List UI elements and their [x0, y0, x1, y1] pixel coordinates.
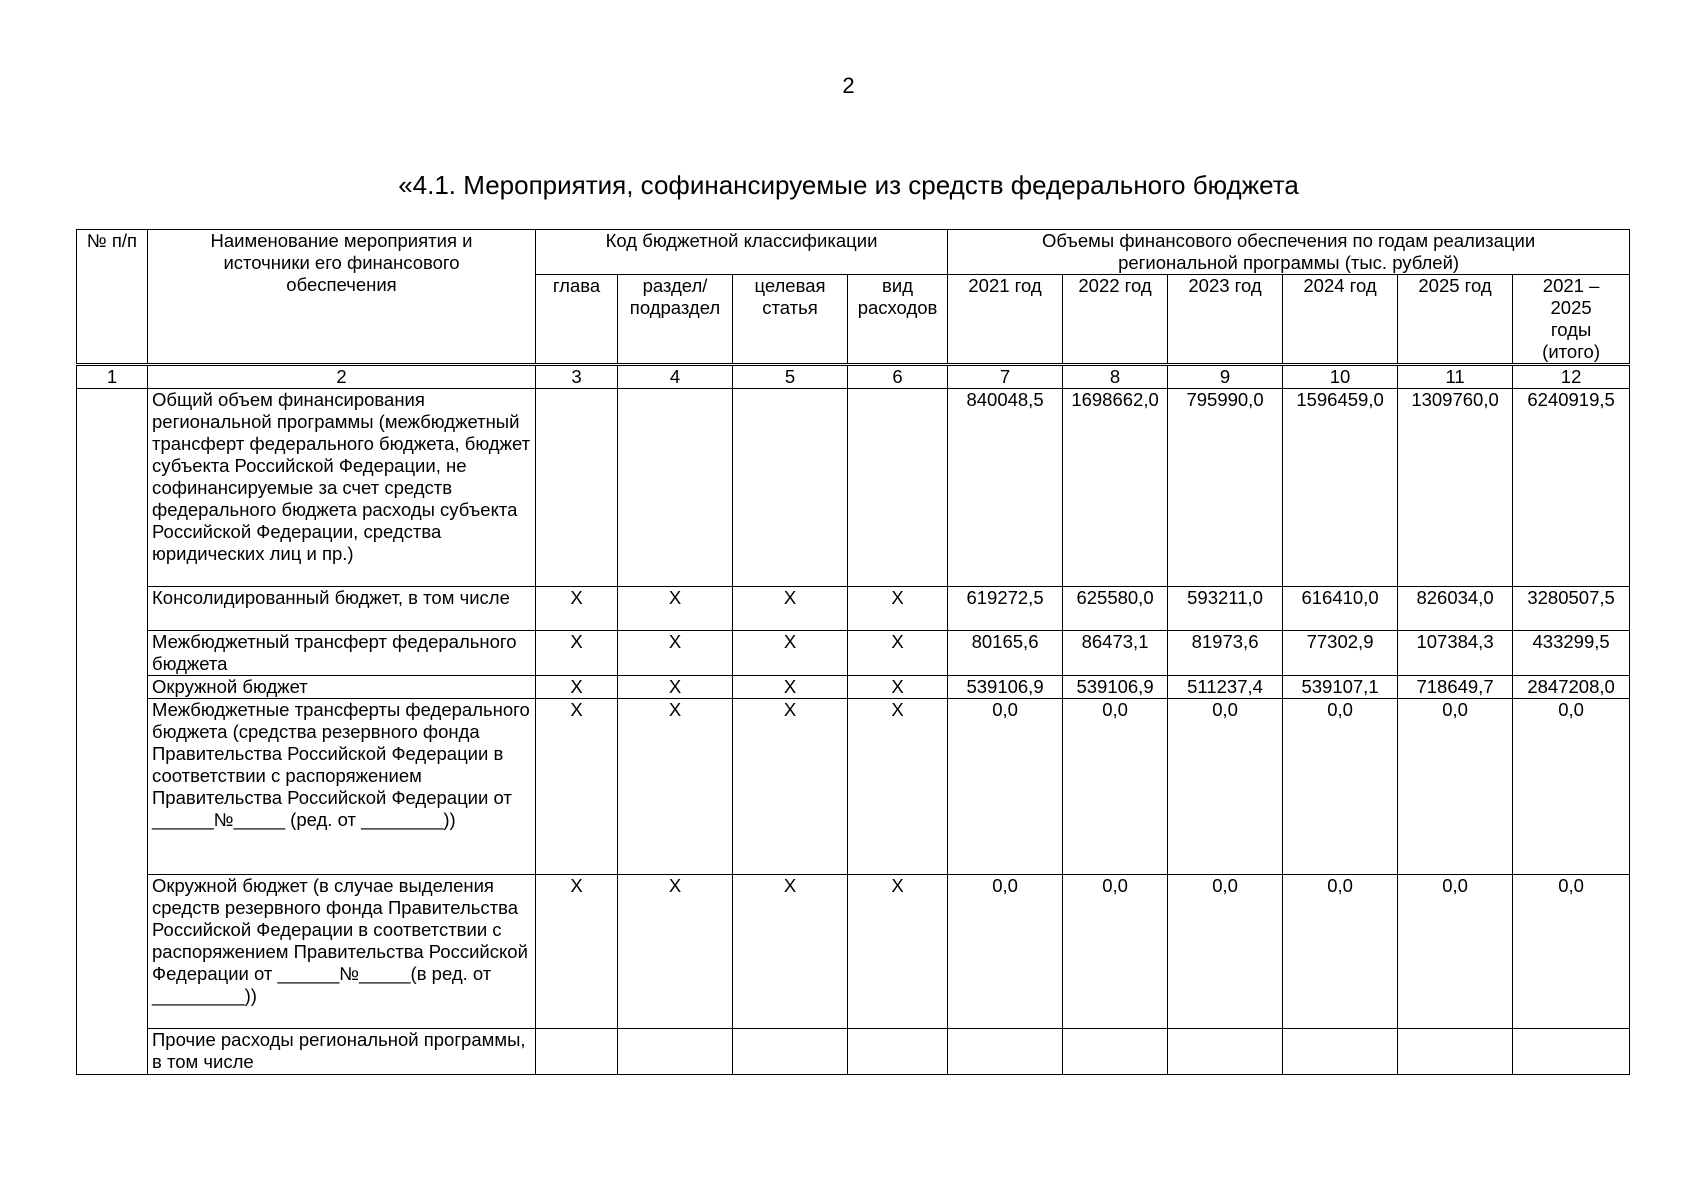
section-title: «4.1. Мероприятия, софинансируемые из средств федерального бюджета	[398, 170, 1299, 200]
cell-y2022	[1063, 1029, 1168, 1075]
cell-vid: X	[848, 875, 948, 1029]
row-name: Окружной бюджет	[148, 676, 536, 699]
cell-y2021	[948, 1029, 1063, 1075]
header-2022: 2022 год	[1063, 275, 1168, 365]
cell-y2025: 0,0	[1398, 875, 1513, 1029]
row-number-cell	[77, 389, 148, 587]
cell-y2022: 539106,9	[1063, 676, 1168, 699]
column-number: 3	[536, 365, 618, 389]
cell-glava: X	[536, 631, 618, 676]
cell-vid	[848, 1029, 948, 1075]
cell-y2022: 86473,1	[1063, 631, 1168, 676]
cell-glava: X	[536, 875, 618, 1029]
column-number: 9	[1168, 365, 1283, 389]
table-row	[77, 1029, 1630, 1075]
column-number: 5	[733, 365, 848, 389]
cell-y2023: 511237,4	[1168, 676, 1283, 699]
header-2023: 2023 год	[1168, 275, 1283, 365]
header-name: Наименование мероприятия и источники его финансового обеспечения	[148, 230, 536, 365]
cell-statya: X	[733, 699, 848, 875]
cell-y2023: 0,0	[1168, 699, 1283, 875]
cell-total	[1513, 1029, 1630, 1075]
cell-y2025: 1309760,0	[1398, 389, 1513, 587]
cell-statya: X	[733, 875, 848, 1029]
header-glava: глава	[536, 275, 618, 365]
cell-y2021: 539106,9	[948, 676, 1063, 699]
cell-glava: X	[536, 699, 618, 875]
row-name: Межбюджетные трансферты федерального бюджета (средства резервного фонда Правительства Российской Федерации в соответствии с распоряжением Правительства Российской Федерации от ______№_____ (ред. от ________))	[148, 699, 536, 875]
table-row	[77, 676, 1630, 699]
table-row	[77, 587, 1630, 631]
cell-total: 2847208,0	[1513, 676, 1630, 699]
header-kbk: Код бюджетной классификации	[536, 230, 948, 275]
page-number: 2	[842, 73, 855, 98]
column-number: 7	[948, 365, 1063, 389]
cell-y2025: 718649,7	[1398, 676, 1513, 699]
row-name: Консолидированный бюджет, в том числе	[148, 587, 536, 631]
row-name: Общий объем финансирования региональной программы (межбюджетный трансферт федерального бюджета, бюджет субъекта Российской Федерации, не софинансируемые за счет средств федерального бюджета расходы субъекта Российской Федерации, средства юридических лиц и пр.)	[148, 389, 536, 587]
cell-y2022: 1698662,0	[1063, 389, 1168, 587]
table-row	[77, 875, 1630, 1029]
column-number: 1	[77, 365, 148, 389]
header-2021: 2021 год	[948, 275, 1063, 365]
cell-y2024: 0,0	[1283, 875, 1398, 1029]
cell-razdel: X	[618, 699, 733, 875]
cell-statya	[733, 1029, 848, 1075]
cell-y2021: 619272,5	[948, 587, 1063, 631]
cell-vid: X	[848, 699, 948, 875]
cell-razdel: X	[618, 587, 733, 631]
table-row	[77, 699, 1630, 875]
cell-y2023: 593211,0	[1168, 587, 1283, 631]
row-number-cell	[77, 699, 148, 875]
cell-y2022: 0,0	[1063, 699, 1168, 875]
table-row	[77, 631, 1630, 676]
cell-y2021: 840048,5	[948, 389, 1063, 587]
header-no: № п/п	[77, 230, 148, 365]
cell-statya	[733, 389, 848, 587]
header-volumes: Объемы финансового обеспечения по годам реализации региональной программы (тыс. рублей)	[948, 230, 1630, 275]
cell-y2023	[1168, 1029, 1283, 1075]
cell-total: 0,0	[1513, 699, 1630, 875]
header-2025: 2025 год	[1398, 275, 1513, 365]
cell-razdel: X	[618, 875, 733, 1029]
cell-y2024: 616410,0	[1283, 587, 1398, 631]
cell-statya: X	[733, 587, 848, 631]
row-number-cell	[77, 631, 148, 676]
cell-razdel: X	[618, 631, 733, 676]
cell-glava: X	[536, 676, 618, 699]
column-number: 12	[1513, 365, 1630, 389]
cell-y2025: 826034,0	[1398, 587, 1513, 631]
cell-y2021: 0,0	[948, 699, 1063, 875]
cell-vid: X	[848, 631, 948, 676]
column-numbers-row	[77, 365, 1630, 389]
cell-total: 0,0	[1513, 875, 1630, 1029]
cell-glava	[536, 1029, 618, 1075]
header-total: 2021 – 2025 годы (итого)	[1513, 275, 1630, 365]
cell-total: 6240919,5	[1513, 389, 1630, 587]
row-number-cell	[77, 587, 148, 631]
cell-razdel	[618, 389, 733, 587]
cell-y2024: 0,0	[1283, 699, 1398, 875]
row-number-cell	[77, 1029, 148, 1075]
cell-y2021: 80165,6	[948, 631, 1063, 676]
cell-y2022: 0,0	[1063, 875, 1168, 1029]
column-number: 4	[618, 365, 733, 389]
header-row-1	[77, 230, 1630, 275]
cell-total: 433299,5	[1513, 631, 1630, 676]
cell-razdel: X	[618, 676, 733, 699]
cell-y2023: 81973,6	[1168, 631, 1283, 676]
column-number: 11	[1398, 365, 1513, 389]
header-razdel: раздел/ подраздел	[618, 275, 733, 365]
cell-glava: X	[536, 587, 618, 631]
cell-y2024: 539107,1	[1283, 676, 1398, 699]
cell-y2022: 625580,0	[1063, 587, 1168, 631]
cell-vid	[848, 389, 948, 587]
row-number-cell	[77, 875, 148, 1029]
financing-table	[76, 229, 1630, 1075]
cell-vid: X	[848, 676, 948, 699]
header-2024: 2024 год	[1283, 275, 1398, 365]
row-name: Прочие расходы региональной программы, в том числе	[148, 1029, 536, 1075]
cell-y2025: 107384,3	[1398, 631, 1513, 676]
table-row	[77, 389, 1630, 587]
cell-glava	[536, 389, 618, 587]
row-number-cell	[77, 676, 148, 699]
cell-y2021: 0,0	[948, 875, 1063, 1029]
cell-y2024	[1283, 1029, 1398, 1075]
cell-y2023: 795990,0	[1168, 389, 1283, 587]
column-number: 10	[1283, 365, 1398, 389]
cell-y2024: 1596459,0	[1283, 389, 1398, 587]
cell-y2025	[1398, 1029, 1513, 1075]
cell-y2023: 0,0	[1168, 875, 1283, 1029]
header-statya: целевая статья	[733, 275, 848, 365]
header-vid: вид расходов	[848, 275, 948, 365]
row-name: Окружной бюджет (в случае выделения средств резервного фонда Правительства Российской Федерации в соответствии с распоряжением Правительства Российской Федерации от ______№_____(в ред. от _________))	[148, 875, 536, 1029]
cell-y2024: 77302,9	[1283, 631, 1398, 676]
column-number: 8	[1063, 365, 1168, 389]
cell-vid: X	[848, 587, 948, 631]
cell-statya: X	[733, 631, 848, 676]
column-number: 6	[848, 365, 948, 389]
cell-y2025: 0,0	[1398, 699, 1513, 875]
cell-razdel	[618, 1029, 733, 1075]
row-name: Межбюджетный трансферт федерального бюджета	[148, 631, 536, 676]
cell-total: 3280507,5	[1513, 587, 1630, 631]
cell-statya: X	[733, 676, 848, 699]
column-number: 2	[148, 365, 536, 389]
